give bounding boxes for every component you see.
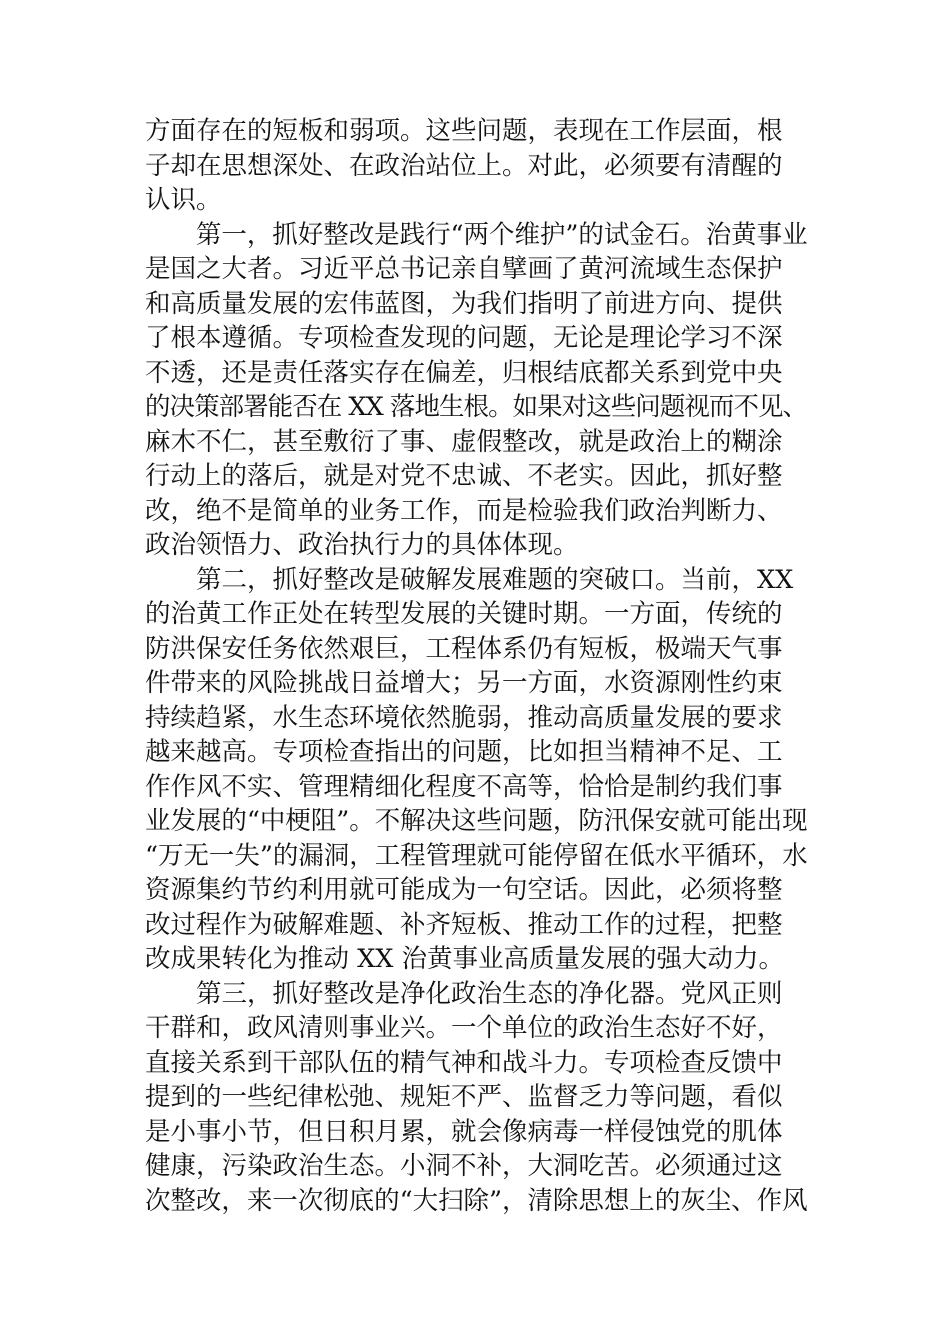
text-line: 第三，抓好整改是净化政治生态的净化器。党风正则 (145, 978, 783, 1009)
document-body (145, 114, 808, 1218)
text-line: 麻木不仁，甚至敷衍了事、虚假整改，就是政治上的糊涂 (145, 426, 783, 457)
text-line: 作作风不实、管理精细化程度不高等，恰恰是制约我们事 (145, 771, 783, 802)
text-line: 越来越高。专项检查指出的问题，比如担当精神不足、工 (145, 737, 783, 767)
text-line: 持续趋紧，水生态环境依然脆弱，推动高质量发展的要求 (145, 702, 783, 733)
text-line: 子却在思想深处、在政治站位上。对此，必须要有清醒的 (145, 150, 783, 181)
text-line: 业发展的“中梗阻”。不解决这些问题，防汛保安就可能出现 (145, 806, 808, 836)
text-line: 健康，污染政治生态。小洞不补，大洞吃苦。必须通过这 (145, 1151, 783, 1181)
text-line: 的决策部署能否在 XX 落地生根。如果对这些问题视而不见、 (145, 392, 808, 422)
text-line: 次整改，来一次彻底的“大扫除”，清除思想上的灰尘、作风 (145, 1185, 808, 1216)
text-line: 直接关系到干部队伍的精气神和战斗力。专项检查反馈中 (145, 1047, 783, 1078)
text-line: 改过程作为破解难题、补齐短板、推动工作的过程，把整 (145, 909, 783, 940)
text-line: 了根本遵循。专项检查发现的问题，无论是理论学习不深 (145, 323, 783, 353)
text-line: 改，绝不是简单的业务工作，而是检验我们政治判断力、 (145, 495, 783, 526)
text-line: 改成果转化为推动 XX 治黄事业高质量发展的强大动力。 (145, 944, 785, 974)
text-line: 的治黄工作正处在转型发展的关键时期。一方面，传统的 (145, 599, 783, 629)
text-line: 和高质量发展的宏伟蓝图，为我们指明了前进方向、提供 (145, 288, 783, 319)
text-line: 行动上的落后，就是对党不忠诚、不老实。因此，抓好整 (145, 461, 783, 491)
text-line: 资源集约节约利用就可能成为一句空话。因此，必须将整 (145, 875, 783, 905)
text-line: 是小事小节，但日积月累，就会像病毒一样侵蚀党的肌体 (145, 1116, 783, 1147)
text-line: 是国之大者。习近平总书记亲自擘画了黄河流域生态保护 (145, 254, 783, 284)
text-line: “万无一失”的漏洞，工程管理就可能停留在低水平循环，水 (145, 840, 808, 871)
text-line: 认识。 (145, 185, 222, 215)
text-line: 干群和，政风清则事业兴。一个单位的政治生态好不好， (145, 1013, 783, 1043)
text-line: 政治领悟力、政治执行力的具体体现。 (145, 530, 579, 560)
text-line: 防洪保安任务依然艰巨，工程体系仍有短板，极端天气事 (145, 633, 783, 664)
text-line: 提到的一些纪律松弛、规矩不严、监督乏力等问题，看似 (145, 1082, 783, 1112)
text-line: 方面存在的短板和弱项。这些问题，表现在工作层面，根 (145, 116, 783, 146)
text-line: 不透，还是责任落实存在偏差，归根结底都关系到党中央 (145, 357, 783, 388)
text-line: 件带来的风险挑战日益增大；另一方面，水资源刚性约束 (145, 668, 783, 698)
text-line: 第一，抓好整改是践行“两个维护”的试金石。治黄事业 (145, 219, 808, 250)
text-line: 第二，抓好整改是破解发展难题的突破口。当前，XX (145, 564, 794, 595)
